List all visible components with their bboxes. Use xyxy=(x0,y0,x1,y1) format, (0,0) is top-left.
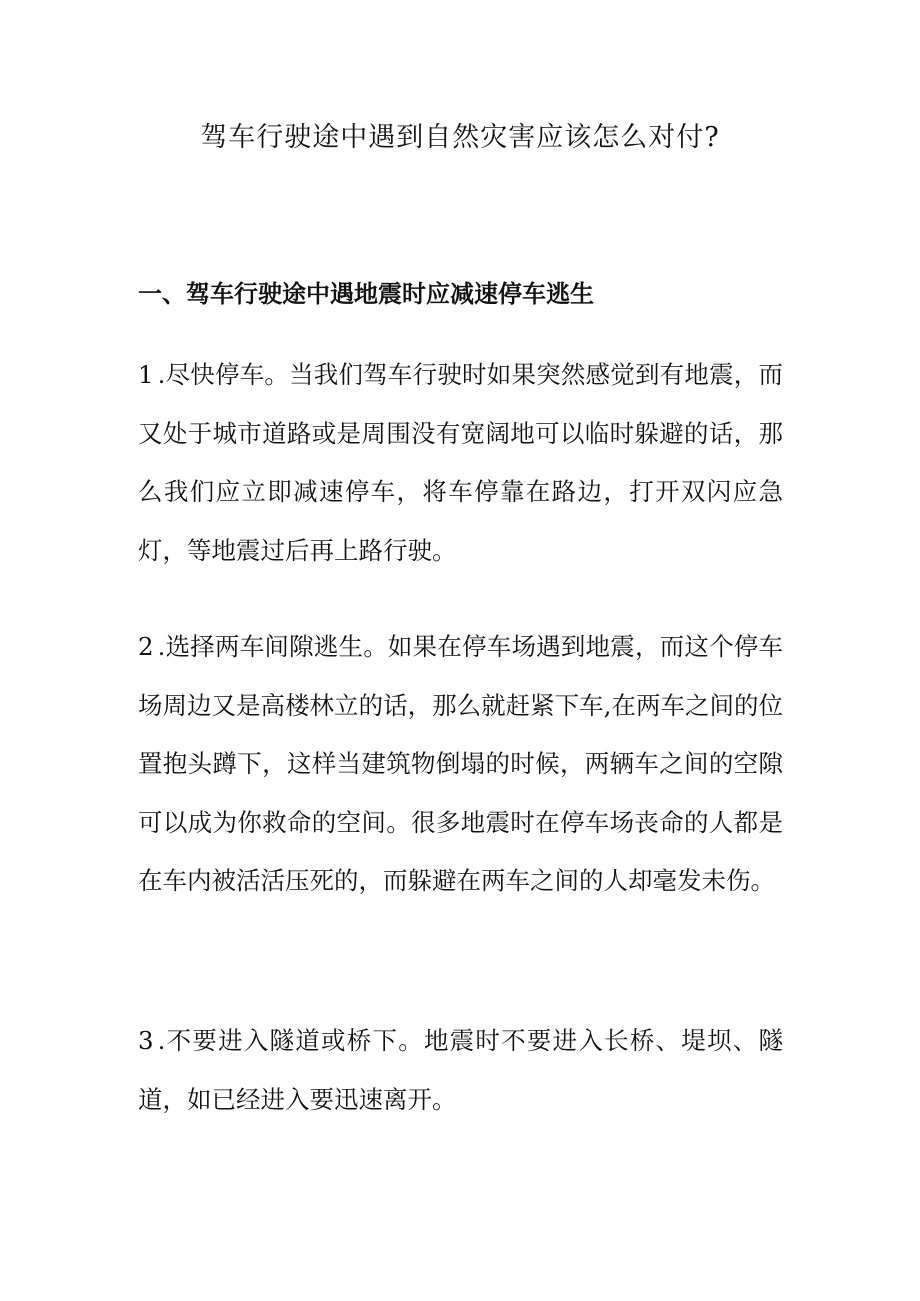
section-heading: 一、驾车行驶途中遇地震时应减速停车逃生 xyxy=(138,280,594,308)
paragraph-3-text: .不要进入隧道或桥下。地震时不要进入长桥、堤坝、隧道，如已经进入要迅速离开。 xyxy=(138,1026,783,1114)
paragraph-1-text: .尽快停车。当我们驾车行驶时如果突然感觉到有地震，而又处于城市道路或是周围没有宽阔地可以临时躲避的话，那么我们应立即减速停车，将车停靠在路边，打开双闪应急灯，等地震过后再上路行驶。 xyxy=(138,360,783,565)
paragraph-3-number: 3 xyxy=(138,1026,154,1055)
paragraph-2-number: 2 xyxy=(138,632,154,661)
paragraph-2-text: .选择两车间隙逃生。如果在停车场遇到地震，而这个停车场周边又是高楼林立的话，那么就赶紧下车,在两车之间的位置抱头蹲下，这样当建筑物倒塌的时候，两辆车之间的空隙可以成为你救命的空间。很多地震时在停车场丧命的人都是在车内被活活压死的，而躲避在两车之间的人却毫发未伤。 xyxy=(138,632,783,895)
paragraph-2 xyxy=(138,618,783,911)
paragraph-1-number: 1 xyxy=(138,360,154,389)
paragraph-3 xyxy=(138,1012,783,1129)
document-title: 驾车行驶途中遇到自然灾害应该怎么对付? xyxy=(200,122,720,153)
paragraph-1 xyxy=(138,346,783,580)
